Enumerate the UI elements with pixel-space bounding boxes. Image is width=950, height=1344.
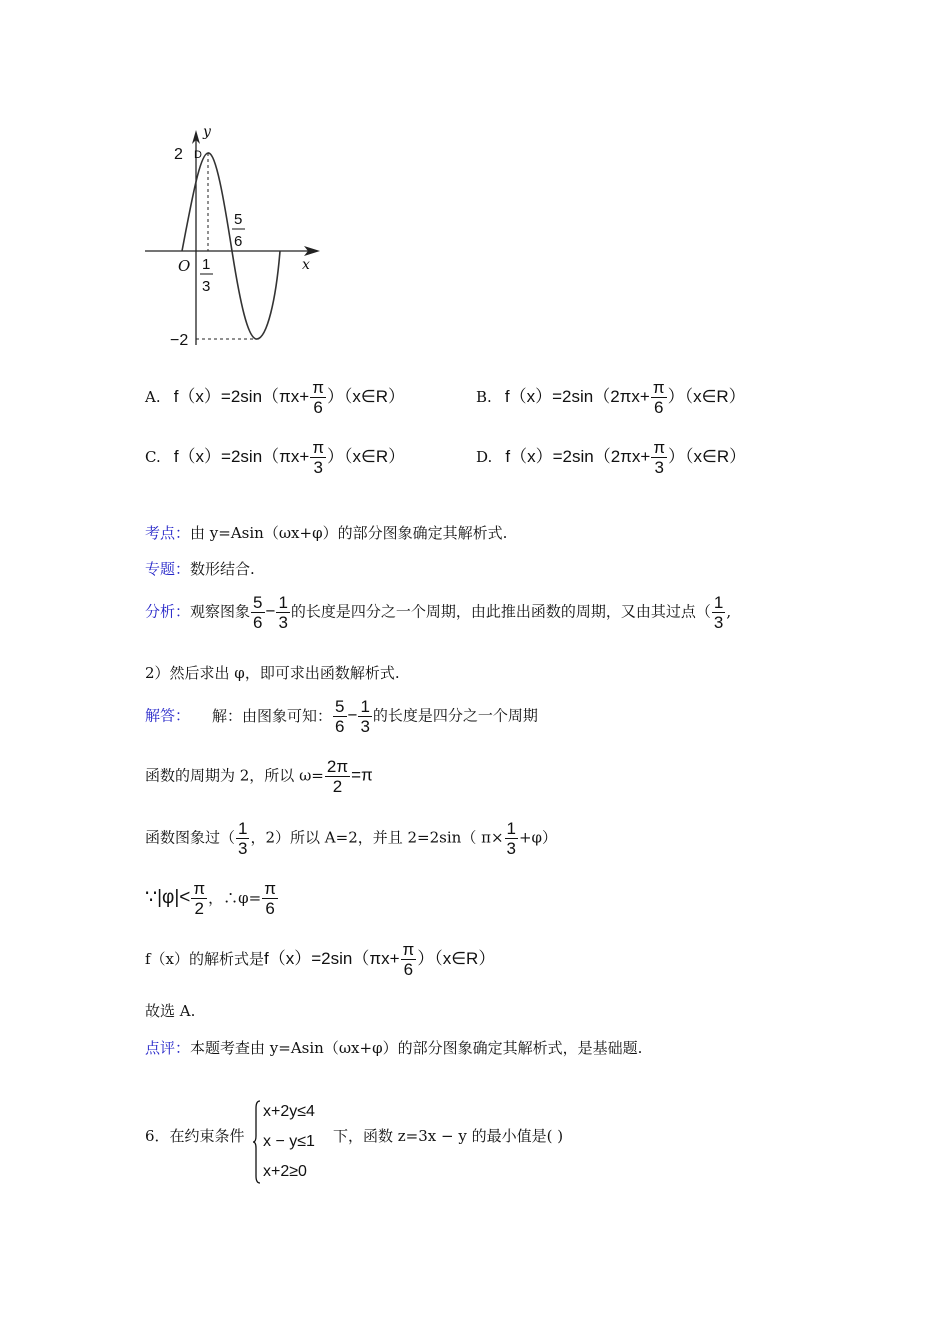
step-4-den: 6 [403,960,414,979]
dianping-row [145,1037,642,1058]
step-3-fraction-2 [262,879,278,918]
step-3-f2-num: π [264,879,276,898]
kaodian-label: 考点： [145,524,191,542]
step-3-text-2: ，∴φ= [208,889,262,907]
jieda-fraction-2 [358,697,371,736]
option-b-num: π [652,378,665,397]
q6-constraint-2: x − y≤1 [263,1133,315,1150]
fenxi-fraction-1 [251,593,264,632]
fenxi-f2-den: 3 [278,613,288,632]
x-tick-1-den: 3 [202,278,211,295]
option-a-num: π [312,378,324,397]
step-4-text-3: ）（x∈R） [417,949,496,968]
q6-prefix: 6．在约束条件 [145,1127,245,1145]
option-a-den: 6 [313,398,323,417]
fenxi-f3-den: 3 [713,613,724,632]
fenxi-fraction-3 [712,593,725,632]
step-1-text-2: =π [351,765,373,785]
step-3-text-1: ∵|φ|< [145,887,191,908]
option-c-num: π [312,438,325,457]
jieda-label: 解答： [145,706,191,725]
step-3-fraction-1 [191,879,207,918]
step-2-text-1: 函数图象过（ [145,828,236,847]
option-d-prefix: f（x）=2sin（2πx+ [505,447,651,466]
step-4-num: π [402,940,415,959]
step-2-f2-num: 1 [506,819,516,838]
option-b-den: 6 [653,398,664,417]
option-d-num: π [653,438,666,457]
option-a-letter: A. [145,388,161,406]
jieda-f2-den: 3 [360,717,370,736]
fenxi-fraction-2 [276,593,289,632]
step-5: 故选 A. [145,1002,196,1020]
step-1-text-1: 函数的周期为 2，所以 ω= [145,766,324,785]
dianping-text: 本题考查由 y=Asin（ωx+φ）的部分图象确定其解析式，是基础题. [190,1039,643,1057]
step-2-f1-den: 3 [238,839,248,858]
option-a-prefix: f（x）=2sin（πx+ [173,387,310,406]
kaodian-text: 由 y=Asin（ωx+φ）的部分图象确定其解析式. [190,524,508,542]
zhuanti-text: 数形结合. [190,560,255,578]
dianping-label: 点评： [145,1039,191,1057]
step-1-num: 2π [326,757,349,776]
zhuanti-label: 专题： [145,560,191,578]
step-2-f1-num: 1 [238,819,248,838]
step-3-f2-den: 6 [265,899,275,918]
fenxi-row [145,593,731,632]
option-d-suffix: ）（x∈R） [668,447,747,466]
fenxi-label: 分析： [145,602,191,621]
option-c-letter: C. [145,448,161,466]
option-b [476,378,746,417]
option-a [145,378,405,417]
fenxi-line-2: 2）然后求出 φ，即可求出函数解析式. [145,664,400,682]
step-2-f2-den: 3 [506,839,516,858]
option-c-den: 3 [313,458,323,477]
option-b-prefix: f（x）=2sin（2πx+ [504,387,650,406]
step-2-text-3: +φ） [518,828,558,847]
origin-label: O [178,257,191,275]
fenxi-f1-num: 5 [253,593,263,612]
option-b-letter: B. [476,388,492,406]
jieda-f2-num: 1 [360,697,370,716]
jieda-f1-num: 5 [335,697,345,716]
option-d-fraction [651,438,667,477]
step-4-text-1: f（x）的解析式是 [145,950,265,968]
fenxi-f3-num: 1 [713,593,724,612]
fenxi-minus: − [265,601,276,621]
jieda-fraction-1 [333,697,346,736]
fenxi-text-2: 的长度是四分之一个周期，由此推出函数的周期，又由其过点（ [290,602,711,621]
option-c-suffix: ）（x∈R） [327,447,406,466]
step-1-den: 2 [332,777,343,796]
step-1 [145,757,373,796]
x-axis-label: x [302,257,310,273]
sine-graph [140,120,340,355]
option-c-prefix: f（x）=2sin（πx+ [173,447,310,466]
jieda-row [145,697,538,736]
x-tick-1-num: 1 [202,256,211,273]
step-2-fraction-2 [505,819,518,858]
step-1-fraction [325,757,350,796]
option-b-fraction [651,378,667,417]
q6-constraint-1: x+2y≤4 [263,1103,315,1120]
min-label: −2 [170,332,189,349]
step-3 [145,879,279,918]
fenxi-f2-num: 1 [278,593,288,612]
option-c-fraction [310,438,326,477]
x-tick-2-num: 5 [234,211,243,228]
step-2-fraction-1 [236,819,249,858]
fenxi-text-1: 观察图象 [190,602,251,621]
option-b-suffix: ）（x∈R） [667,387,746,406]
jieda-text-2: 的长度是四分之一个周期 [372,706,538,725]
option-a-fraction [310,378,326,417]
fenxi-text-3: , [726,602,732,621]
option-d [476,438,746,477]
step-4-text-2: f（x）=2sin（πx+ [264,949,400,968]
q6-suffix: 下，函数 z=3x − y 的最小值是( ) [333,1127,564,1145]
option-a-suffix: ）（x∈R） [326,387,406,406]
sine-curve [182,153,280,339]
zhuanti-row [145,558,255,579]
q6-constraint-3: x+2≥0 [263,1163,307,1180]
jieda-f1-den: 6 [335,717,345,736]
step-3-f1-den: 2 [194,899,204,918]
step-4-fraction [401,940,417,979]
x-tick-2-den: 6 [234,233,243,250]
step-2 [145,819,557,858]
option-d-den: 3 [654,458,664,477]
step-4 [145,940,495,979]
step-2-text-2: ，2）所以 A=2，并且 2=2sin（ π× [250,828,504,847]
option-d-letter: D. [476,448,493,466]
max-label: 2 [174,146,183,163]
y-axis-label: y [203,124,211,140]
q6-brace [253,1100,261,1184]
jieda-text-1: 解：由图象可知： [212,706,333,725]
step-3-f1-num: π [193,879,206,898]
jieda-minus: − [347,705,358,725]
kaodian-row [145,522,507,543]
option-c [145,438,405,477]
fenxi-f1-den: 6 [253,613,263,632]
max-point-label: D [194,149,202,161]
